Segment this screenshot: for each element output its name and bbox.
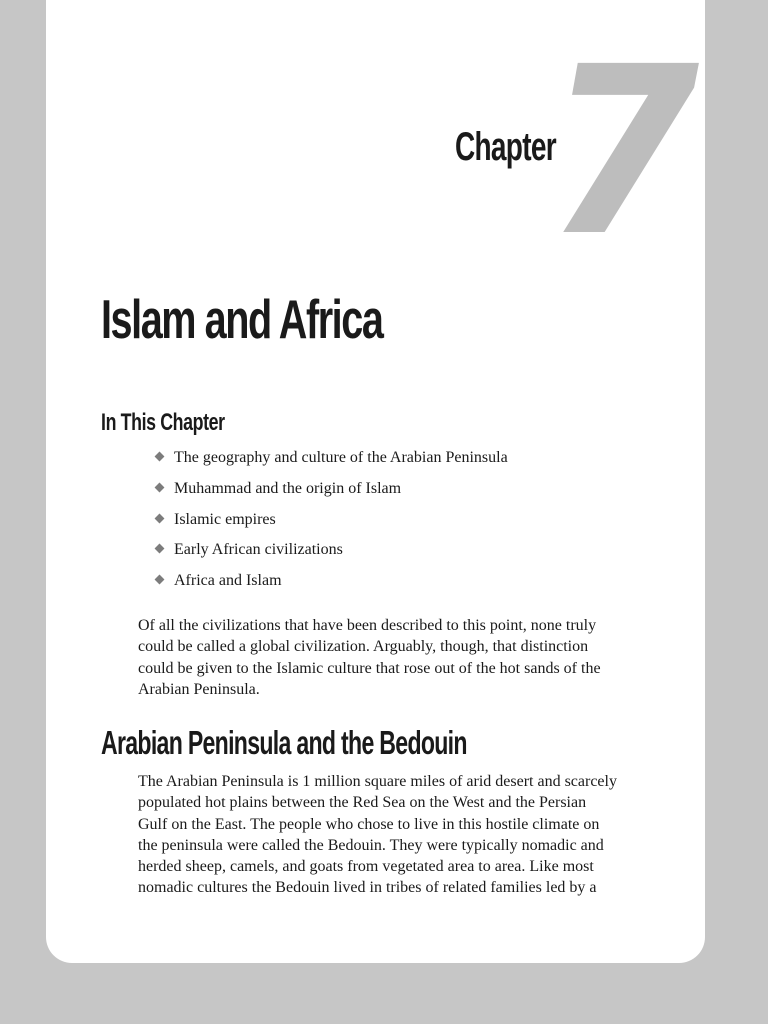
paragraph-line: nomadic cultures the Bedouin lived in tribes of related families led by a [138, 879, 597, 897]
section-heading: Arabian Peninsula and the Bedouin [101, 724, 467, 761]
list-item [156, 446, 508, 477]
intro-paragraph [138, 615, 668, 700]
paragraph-line: Of all the civilizations that have been described to this point, none truly [138, 617, 597, 634]
diamond-bullet-icon [155, 544, 165, 554]
paragraph-line: Arabian Peninsula. [138, 680, 260, 698]
diamond-bullet-icon [155, 482, 165, 492]
paragraph-line: could be given to the Islamic culture that rose out of the hot sands of the [138, 659, 601, 677]
diamond-bullet-icon [155, 452, 165, 462]
list-item [156, 569, 508, 600]
list-item [156, 477, 508, 508]
in-this-chapter-heading: In This Chapter [101, 409, 225, 436]
topic-text: Early African civilizations [174, 541, 343, 559]
diamond-bullet-icon [155, 513, 165, 523]
list-item [156, 538, 508, 569]
paragraph-line: Gulf on the East. The people who chose to live in this hostile climate on [138, 815, 600, 833]
diamond-bullet-icon [155, 575, 165, 585]
list-item [156, 508, 508, 539]
section-paragraph [138, 771, 668, 899]
chapter-topics-list [156, 446, 508, 600]
paragraph-line: The Arabian Peninsula is 1 million square miles of arid desert and scarcely [138, 773, 617, 790]
chapter-label: Chapter [455, 125, 556, 169]
paragraph-line: could be called a global civilization. Arguably, though, that distinction [138, 638, 589, 656]
paragraph-line: herded sheep, camels, and goats from vegetated area to area. Like most [138, 858, 594, 876]
chapter-title: Islam and Africa [101, 288, 383, 350]
topic-text: The geography and culture of the Arabian Peninsula [174, 449, 508, 466]
chapter-number: 7 [546, 17, 700, 287]
topic-text: Africa and Islam [174, 572, 282, 589]
topic-text: Muhammad and the origin of Islam [174, 479, 402, 497]
paragraph-line: the peninsula were called the Bedouin. They were typically nomadic and [138, 836, 604, 854]
paragraph-line: populated hot plains between the Red Sea on the West and the Persian [138, 794, 587, 812]
book-page [46, 0, 705, 963]
topic-text: Islamic empires [174, 510, 276, 528]
